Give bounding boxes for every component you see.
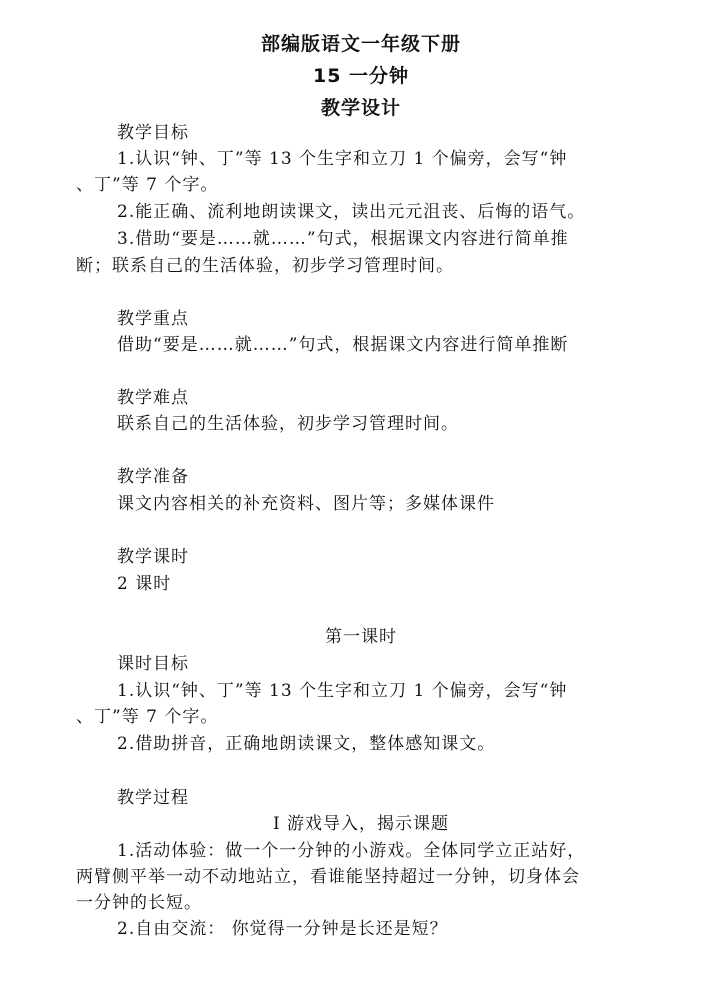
lesson1-goal-1-cont: 、丁”等 7 个字。	[76, 707, 219, 727]
goal-item-3-cont: 断；联系自己的生活体验，初步学习管理时间。	[76, 256, 454, 276]
difficulties-heading: 教学难点	[117, 388, 189, 408]
step-1-cont-2: 一分钟的长短。	[76, 893, 202, 913]
goal-item-3: 3.借助“要是……就……”句式，根据课文内容进行简单推	[117, 229, 569, 249]
step-1: 1.活动体验：做一个一分钟的小游戏。全体同学立正站好，	[117, 841, 586, 861]
difficulties-text: 联系自己的生活体验，初步学习管理时间。	[117, 414, 459, 434]
periods-heading: 教学课时	[117, 547, 189, 567]
goal-item-1: 1.认识“钟、丁”等 13 个生字和立刀 1 个偏旁，会写“钟	[117, 149, 568, 169]
step-2: 2.自由交流： 你觉得一分钟是长还是短？	[117, 919, 448, 939]
process-heading: 教学过程	[117, 788, 189, 808]
goal-item-2: 2.能正确、流利地朗读课文，读出元元沮丧、后悔的语气。	[117, 202, 586, 222]
step-1-cont: 两臂侧平举一动不动地站立，看谁能坚持超过一分钟，切身体会	[76, 867, 580, 887]
key-points-text: 借助“要是……就……”句式，根据课文内容进行简单推断	[117, 335, 569, 355]
lesson1-goal-1: 1.认识“钟、丁”等 13 个生字和立刀 1 个偏旁，会写“钟	[117, 681, 568, 701]
key-points-heading: 教学重点	[117, 309, 189, 329]
lesson-title: 15 一分钟	[312, 65, 410, 87]
lesson1-goal-2: 2.借助拼音，正确地朗读课文，整体感知课文。	[117, 734, 496, 754]
periods-text: 2 课时	[117, 574, 172, 594]
doc-title: 部编版语文一年级下册	[260, 33, 461, 55]
goal-item-1-cont: 、丁”等 7 个字。	[76, 175, 219, 195]
lesson1-heading: 第一课时	[325, 627, 397, 647]
doc-subtitle: 教学设计	[320, 97, 401, 119]
lesson1-goals-heading: 课时目标	[117, 654, 189, 674]
section-1-title: Ⅰ 游戏导入，揭示课题	[272, 814, 450, 834]
goals-heading: 教学目标	[117, 123, 189, 143]
preparation-text: 课文内容相关的补充资料、图片等；多媒体课件	[117, 494, 495, 514]
preparation-heading: 教学准备	[117, 467, 189, 487]
